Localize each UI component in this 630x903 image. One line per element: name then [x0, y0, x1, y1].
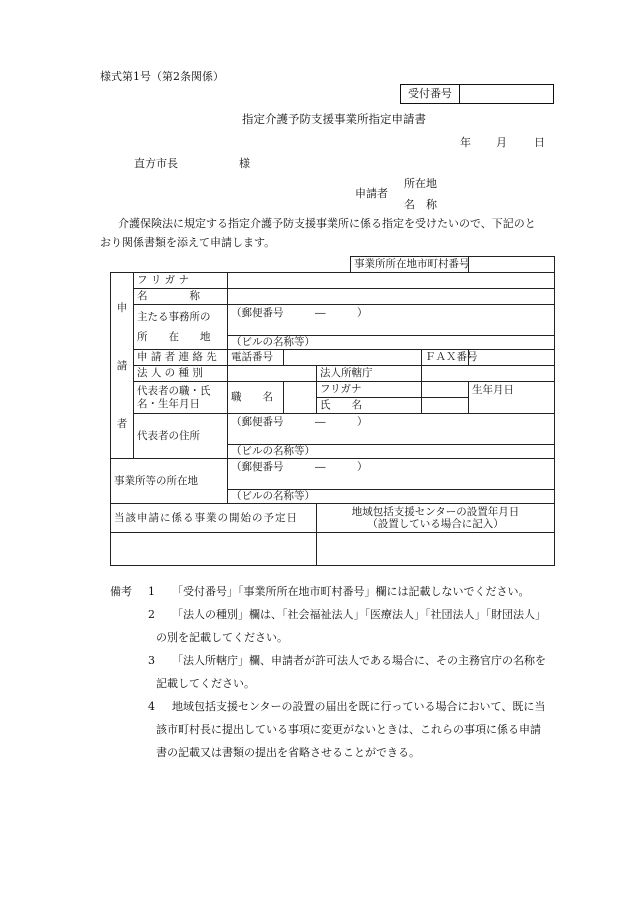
date-month: 月 — [496, 136, 507, 149]
main-office-building[interactable]: （ビルの名称等） — [228, 336, 555, 350]
representative-label: 代表者の職・氏 名・生年月日 — [134, 382, 228, 414]
receipt-number-value[interactable] — [461, 85, 551, 103]
rep-name-label: 氏 名 — [317, 398, 422, 414]
fax-value[interactable] — [469, 350, 555, 366]
note-2b: の別を記載してください。 — [156, 631, 288, 644]
receipt-number-box — [400, 84, 554, 104]
birth-label: 生年月日 — [469, 382, 555, 414]
receipt-number-label: 受付番号 — [401, 85, 460, 103]
furigana-value[interactable] — [228, 273, 555, 289]
intro-line-2: おり関係書類を添えて申請します。 — [100, 236, 276, 249]
center-date-value[interactable] — [317, 533, 555, 566]
note-4c: 書の記載又は書類の提出を省略させることができる。 — [156, 746, 420, 759]
position-label: 職 名 — [228, 382, 284, 414]
note-3b: 記載してください。 — [156, 677, 255, 690]
rep-furigana-value[interactable] — [422, 382, 469, 398]
note-1-number: 1 — [148, 585, 155, 598]
name-label: 名 称 — [134, 289, 228, 305]
notes-label: 備考 — [110, 585, 132, 598]
corp-authority-label: 法人所轄庁 — [317, 366, 422, 382]
note-3-number: 3 — [148, 654, 155, 667]
office-location-label: 事業所等の所在地 — [111, 459, 228, 504]
rep-furigana-label: フリガナ — [317, 382, 422, 398]
fax-label: ＦＡＸ番号 — [422, 350, 469, 366]
applicant-label: 申請者 — [355, 187, 388, 200]
rep-address-label: 代表者の住所 — [134, 414, 228, 459]
note-3a: 「法人所轄庁」欄、申請者が許可法人である場合に、その主務官庁の名称を — [172, 654, 546, 667]
rep-address-postal[interactable]: （郵便番号 ― ） — [228, 414, 555, 445]
note-4a: 地域包括支援センターの設置の届出を既に行っている場合において、既に当 — [172, 700, 546, 713]
note-1: 「受付番号」「事業所所在地市町村番号」欄には記載しないでください。 — [172, 585, 530, 598]
center-date-label: 地域包括支援センターの設置年月日 （設置している場合に記入） — [317, 504, 555, 533]
note-2-number: 2 — [148, 608, 155, 621]
contact-label: 申 請 者 連 絡 先 — [134, 350, 228, 366]
document-title: 指定介護予防支援事業所指定申請書 — [242, 112, 426, 126]
date-year: 年 — [460, 136, 471, 149]
office-city-code-label: 事業所所在地市町村番号 — [351, 257, 469, 273]
name-value[interactable] — [228, 289, 555, 305]
note-2a: 「法人の種別」欄は、「社会福祉法人」「医療法人」「社団法人」「財団法人」 — [172, 608, 546, 621]
phone-value[interactable] — [284, 350, 422, 366]
date-day: 日 — [534, 136, 545, 149]
position-value[interactable] — [284, 382, 317, 414]
corp-type-label: 法 人 の 種 別 — [134, 366, 228, 382]
applicant-side-label: 申 請 者 — [111, 273, 134, 459]
notes-section — [110, 580, 546, 764]
applicant-location-label: 所在地 — [404, 177, 437, 190]
form-number-label: 様式第1号（第2条関係） — [100, 70, 224, 83]
corp-type-value[interactable] — [228, 366, 317, 382]
start-date-label: 当該申請に係る事業の開始の予定日 — [111, 504, 317, 533]
rep-name-value[interactable] — [422, 398, 469, 414]
start-date-value[interactable] — [111, 533, 317, 566]
application-form-table — [110, 256, 555, 566]
applicant-name-label: 名 称 — [404, 198, 437, 211]
main-office-postal[interactable]: （郵便番号 ― ） — [228, 305, 555, 336]
note-4b: 該市町村長に提出している事項に変更がないときは、これらの事項に係る申請 — [156, 723, 541, 736]
furigana-label: フ リ ガ ナ — [134, 273, 228, 289]
addressee-suffix: 様 — [239, 157, 250, 170]
office-location-postal[interactable]: （郵便番号 ― ） — [228, 459, 555, 490]
phone-label: 電話番号 — [228, 350, 284, 366]
main-office-label: 主たる事務所の 所 在 地 — [134, 305, 228, 350]
corp-authority-value[interactable] — [422, 366, 555, 382]
office-location-building[interactable]: （ビルの名称等） — [228, 490, 555, 504]
intro-line-1: 介護保険法に規定する指定介護予防支援事業所に係る指定を受けたいので、下記のと — [118, 217, 536, 230]
addressee: 直方市長 — [134, 157, 178, 170]
rep-address-building[interactable]: （ビルの名称等） — [228, 445, 555, 459]
note-4-number: 4 — [148, 700, 155, 713]
office-city-code-value[interactable] — [469, 257, 555, 273]
